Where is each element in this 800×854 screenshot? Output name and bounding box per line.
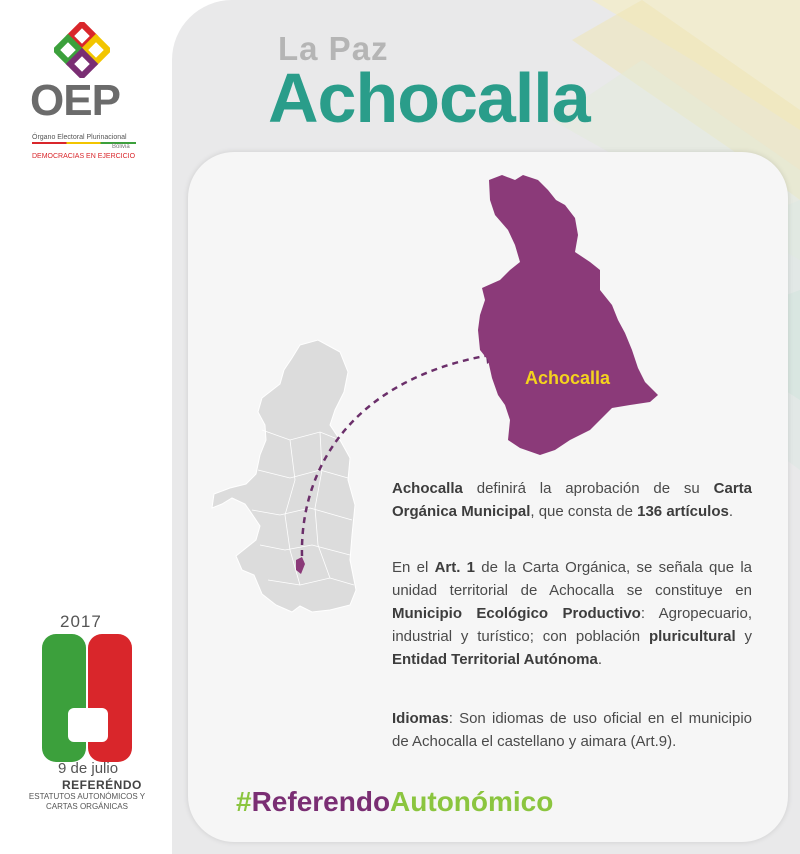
text-span: : Agropecuario, industrial y turístico; con población	[392, 605, 752, 645]
map-label: Achocalla	[525, 368, 611, 388]
text-span: y	[735, 628, 753, 645]
text-span: .	[597, 651, 603, 668]
text-bold: Achocalla	[392, 480, 463, 497]
hashtag-part-2: Autonómico	[390, 786, 554, 817]
text-bold: Carta Orgánica Municipal	[392, 480, 752, 520]
referendum-subtitle-1: ESTATUTOS AUTONÓMICOS Y	[28, 792, 146, 801]
hashtag-part-1: Referendo	[251, 786, 391, 817]
paragraph-article-1	[392, 556, 752, 671]
text-bold: 136 artículos	[637, 503, 729, 520]
text-span: En el	[392, 559, 435, 576]
oep-tagline: DEMOCRACIAS EN EJERCICIO	[32, 153, 136, 160]
text-bold: Art. 1	[434, 559, 476, 576]
hashtag	[236, 786, 553, 818]
text-bold: Entidad Territorial Autónoma	[392, 651, 598, 668]
text-bold: Municipio Ecológico Productivo	[392, 605, 641, 622]
text-span: definirá la aprobación de su	[462, 480, 714, 497]
paragraph-languages	[392, 707, 752, 753]
oep-country: Bolivia	[112, 144, 130, 150]
referendum-subtitle-2: CARTAS ORGÁNICAS	[46, 802, 128, 811]
department-map	[212, 340, 356, 612]
text-span: de la Carta Orgánica, se señala que la unidad territorial de Achocalla se constituye en	[392, 559, 753, 599]
hashtag-symbol: #	[236, 786, 252, 817]
municipality-title: Achocalla	[268, 59, 590, 137]
paragraph-summary	[392, 477, 752, 523]
text-bold: Idiomas	[392, 710, 449, 727]
text-span: : Son idiomas de uso oficial en el municipio de Achocalla el castellano y aimara (Art.9).	[392, 710, 752, 750]
oep-full-name: Órgano Electoral Plurinacional	[32, 134, 127, 141]
referendum-date: 9 de julio	[58, 760, 119, 777]
oep-acronym: OEP	[30, 76, 120, 125]
text-span: .	[728, 503, 734, 520]
text-bold: pluricultural	[648, 628, 736, 645]
achocalla-map	[478, 175, 658, 455]
referendum-year: 2017	[60, 612, 102, 631]
text-span: , que consta de	[530, 503, 638, 520]
referendum-word: REFERÉNDO	[62, 778, 142, 792]
department-name: La Paz	[278, 30, 389, 67]
